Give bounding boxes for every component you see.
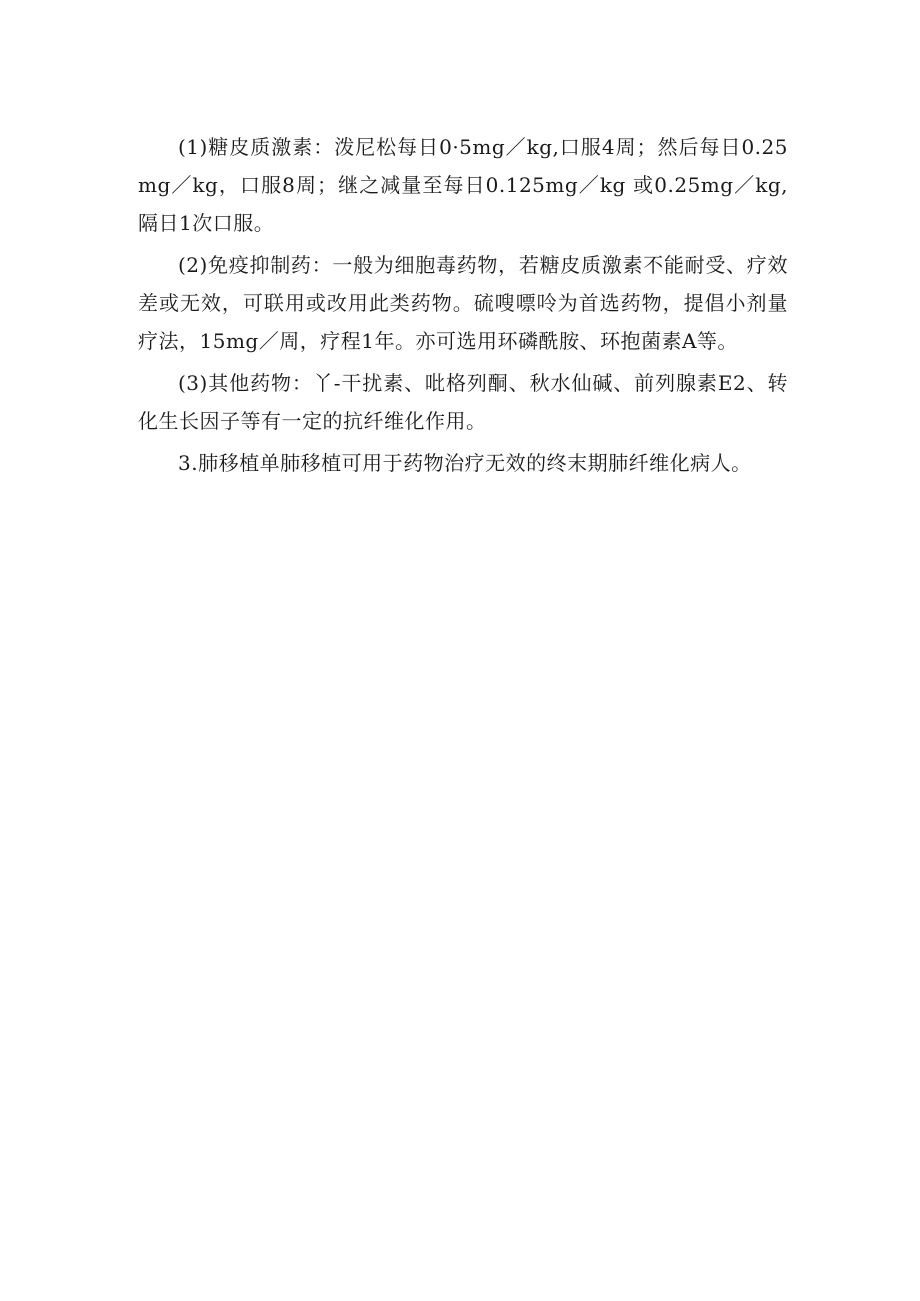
paragraph-lung-transplant: 3.肺移植单肺移植可用于药物治疗无效的终末期肺纤维化病人。: [178, 451, 752, 475]
paragraph-other-drugs: (3)其他药物：丫-干扰素、吡格列酮、秋水仙碱、前列腺素E2、转化生长因子等有一定的抗纤维化作用。: [138, 371, 788, 433]
document-body: [138, 128, 788, 486]
paragraph-immunosuppressant: (2)免疫抑制药：一般为细胞毒药物，若糖皮质激素不能耐受、疗效差或无效，可联用或改用此类药物。硫嗖嘌呤为首选药物，提倡小剂量疗法，15mg／周，疗程1年。亦可选用环磷酰胺、环抱菌素A等。: [138, 253, 788, 353]
paragraph-glucocorticoid: (1)糖皮质激素：泼尼松每日0·5mg／kg,口服4周；然后每日0.25mg／kg，口服8周；继之减量至每日0.125mg／kg 或0.25mg／kg,隔日1次口服。: [138, 135, 788, 235]
